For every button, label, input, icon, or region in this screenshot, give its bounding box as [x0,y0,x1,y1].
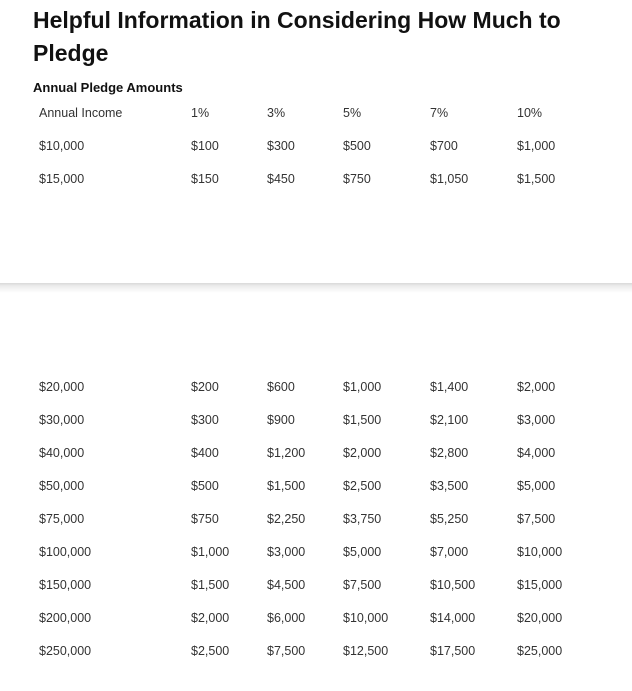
table-cell-pct-5: $2,000 [343,446,382,460]
table-cell-pct-1: $750 [191,512,219,526]
column-header-pct-3: 3% [267,106,286,120]
table-cell-income: $40,000 [39,446,85,460]
table-cell-pct-7: $14,000 [430,611,476,625]
table-title: Annual Pledge Amounts [33,80,183,95]
table-cell-income: $250,000 [39,644,92,658]
column-header-pct-10: 10% [517,106,543,120]
table-cell-pct-3: $1,500 [267,479,306,493]
table-cell-pct-1: $150 [191,172,219,186]
table-cell-pct-3: $7,500 [267,644,306,658]
table-cell-pct-10: $25,000 [517,644,563,658]
table-cell-pct-3: $6,000 [267,611,306,625]
table-cell-pct-3: $600 [267,380,295,394]
page-title: Helpful Information in Considering How Much to Pledge [33,7,561,66]
column-header-pct-7: 7% [430,106,449,120]
table-cell-pct-10: $4,000 [517,446,556,460]
table-cell-pct-7: $10,500 [430,578,476,592]
table-cell-pct-3: $300 [267,139,295,153]
table-cell-pct-10: $10,000 [517,545,563,559]
table-cell-pct-3: $1,200 [267,446,306,460]
table-cell-pct-3: $4,500 [267,578,306,592]
table-cell-pct-5: $1,000 [343,380,382,394]
table-cell-pct-5: $10,000 [343,611,389,625]
table-cell-pct-7: $1,400 [430,380,469,394]
table-cell-pct-5: $5,000 [343,545,382,559]
column-header-pct-5: 5% [343,106,362,120]
table-cell-pct-3: $900 [267,413,295,427]
column-header-income: Annual Income [39,106,123,120]
table-cell-pct-1: $2,000 [191,611,230,625]
table-cell-pct-10: $1,500 [517,172,556,186]
table-cell-income: $150,000 [39,578,92,592]
table-cell-income: $30,000 [39,413,85,427]
table-cell-income: $75,000 [39,512,85,526]
table-cell-pct-1: $1,000 [191,545,230,559]
table-cell-pct-10: $2,000 [517,380,556,394]
table-cell-pct-5: $750 [343,172,371,186]
table-cell-pct-10: $3,000 [517,413,556,427]
table-cell-pct-1: $100 [191,139,219,153]
table-cell-pct-5: $1,500 [343,413,382,427]
table-cell-pct-10: $5,000 [517,479,556,493]
table-cell-pct-7: $17,500 [430,644,476,658]
table-cell-pct-5: $2,500 [343,479,382,493]
table-cell-pct-7: $2,800 [430,446,469,460]
table-cell-pct-5: $3,750 [343,512,382,526]
table-cell-pct-5: $500 [343,139,371,153]
table-cell-pct-3: $3,000 [267,545,306,559]
table-cell-pct-7: $700 [430,139,458,153]
table-cell-income: $100,000 [39,545,92,559]
table-cell-income: $50,000 [39,479,85,493]
table-cell-pct-5: $7,500 [343,578,382,592]
table-cell-income: $200,000 [39,611,92,625]
table-cell-income: $10,000 [39,139,85,153]
table-cell-pct-10: $7,500 [517,512,556,526]
table-cell-pct-1: $500 [191,479,219,493]
table-cell-pct-7: $1,050 [430,172,469,186]
table-cell-pct-10: $15,000 [517,578,563,592]
table-cell-pct-10: $20,000 [517,611,563,625]
table-cell-pct-7: $2,100 [430,413,469,427]
table-cell-pct-7: $3,500 [430,479,469,493]
table-cell-pct-1: $200 [191,380,219,394]
table-cell-pct-1: $400 [191,446,219,460]
table-cell-pct-1: $2,500 [191,644,230,658]
table-cell-pct-3: $450 [267,172,295,186]
column-header-pct-1: 1% [191,106,210,120]
table-cell-pct-7: $7,000 [430,545,469,559]
table-cell-pct-10: $1,000 [517,139,556,153]
section-divider [0,283,632,293]
table-cell-pct-3: $2,250 [267,512,306,526]
table-cell-income: $20,000 [39,380,85,394]
table-cell-income: $15,000 [39,172,85,186]
table-cell-pct-5: $12,500 [343,644,389,658]
table-cell-pct-7: $5,250 [430,512,469,526]
table-cell-pct-1: $300 [191,413,219,427]
table-cell-pct-1: $1,500 [191,578,230,592]
